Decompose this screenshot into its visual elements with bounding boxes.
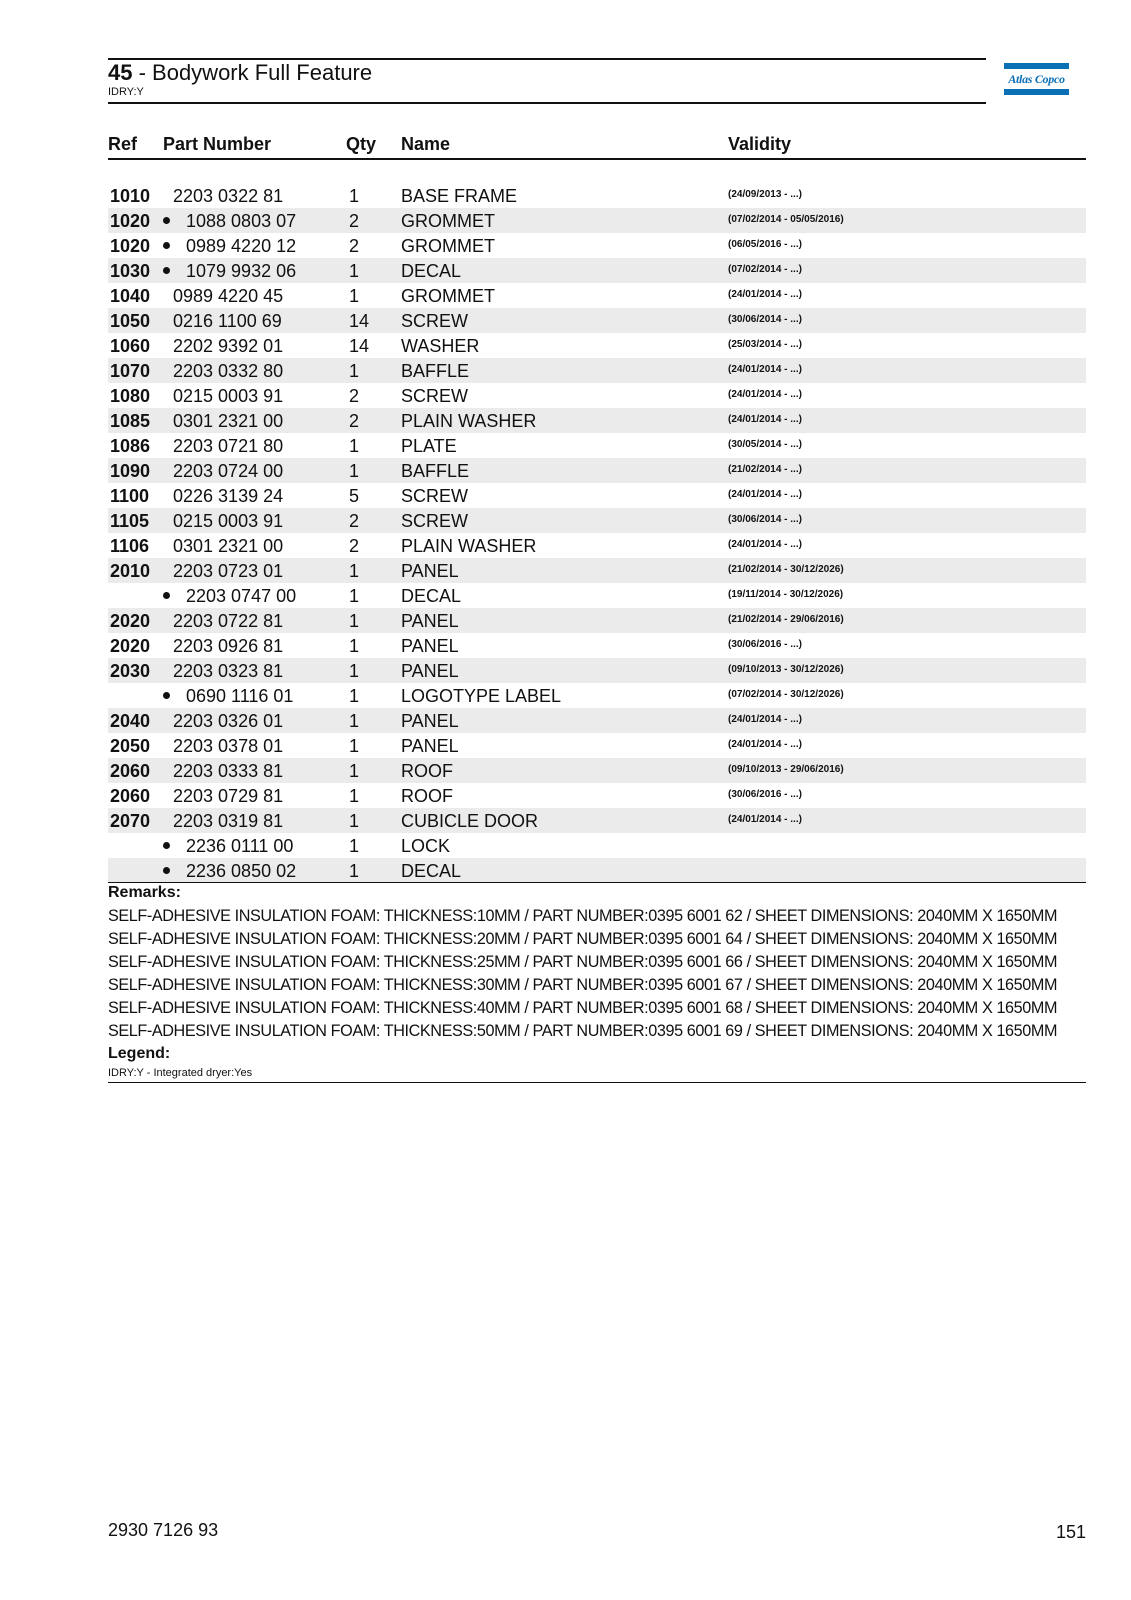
row-ref: 2070	[110, 811, 151, 831]
row-validity: (24/01/2014 - ...)	[728, 539, 802, 550]
remark-line: SELF-ADHESIVE INSULATION FOAM: THICKNESS:40MM / PART NUMBER:0395 6001 68 / SHEET DIMENSIONS: 2040MM X 1650MM	[108, 999, 1058, 1017]
row-ref: 1030	[110, 261, 151, 281]
table-row	[108, 258, 1086, 283]
sub-item-bullet-icon	[163, 592, 170, 599]
remark-line: SELF-ADHESIVE INSULATION FOAM: THICKNESS:50MM / PART NUMBER:0395 6001 69 / SHEET DIMENSIONS: 2040MM X 1650MM	[108, 1022, 1058, 1040]
table-row	[108, 608, 1086, 633]
row-qty: 1	[349, 761, 360, 781]
row-qty: 1	[349, 611, 360, 631]
table-row	[108, 308, 1086, 333]
table-row	[108, 383, 1086, 408]
row-ref: 2030	[110, 661, 151, 681]
row-part-number: 0215 0003 91	[173, 386, 284, 406]
row-name: DECAL	[401, 861, 462, 881]
column-header-name: Name	[401, 134, 451, 154]
row-validity: (24/09/2013 - ...)	[728, 189, 802, 200]
row-name: PLAIN WASHER	[401, 536, 537, 556]
row-name: PANEL	[401, 711, 459, 731]
row-validity: (24/01/2014 - ...)	[728, 414, 802, 425]
row-part-number: 1088 0803 07	[186, 211, 297, 231]
row-validity: (06/05/2016 - ...)	[728, 239, 802, 250]
row-part-number: 2203 0729 81	[173, 786, 284, 806]
atlas-copco-logo	[1004, 63, 1069, 95]
table-row	[108, 833, 1086, 858]
table-row	[108, 508, 1086, 533]
remark-line: SELF-ADHESIVE INSULATION FOAM: THICKNESS:25MM / PART NUMBER:0395 6001 66 / SHEET DIMENSIONS: 2040MM X 1650MM	[108, 953, 1058, 971]
row-part-number: 2236 0850 02	[186, 861, 297, 881]
row-qty: 1	[349, 811, 360, 831]
row-name: LOGOTYPE LABEL	[401, 686, 562, 706]
row-part-number: 2203 0747 00	[186, 586, 297, 606]
row-part-number: 2203 0724 00	[173, 461, 284, 481]
row-qty: 1	[349, 861, 360, 881]
row-ref: 1080	[110, 386, 151, 406]
row-part-number: 0690 1116 01	[186, 686, 294, 706]
row-part-number: 2203 0319 81	[173, 811, 284, 831]
row-name: PLATE	[401, 436, 457, 456]
row-qty: 2	[349, 536, 360, 556]
row-ref: 1105	[110, 511, 150, 531]
row-name: SCREW	[401, 311, 468, 331]
logo-bar-top	[1004, 63, 1069, 69]
row-ref: 1060	[110, 336, 151, 356]
section-number: 45	[108, 60, 133, 85]
row-part-number: 2203 0926 81	[173, 636, 284, 656]
row-qty: 14	[349, 311, 370, 331]
table-row	[108, 558, 1086, 583]
row-validity: (25/03/2014 - ...)	[728, 339, 802, 350]
row-part-number: 2203 0378 01	[173, 736, 284, 756]
row-name: ROOF	[401, 761, 453, 781]
row-name: PANEL	[401, 561, 459, 581]
table-row	[108, 408, 1086, 433]
row-qty: 14	[349, 336, 370, 356]
row-validity: (24/01/2014 - ...)	[728, 389, 802, 400]
remarks-list	[108, 905, 1086, 1043]
parts-table-header	[108, 132, 1086, 160]
row-name: PLAIN WASHER	[401, 411, 537, 431]
row-validity: (24/01/2014 - ...)	[728, 814, 802, 825]
row-ref: 1085	[110, 411, 151, 431]
page-subtitle: IDRY:Y	[108, 86, 144, 98]
table-row	[108, 208, 1086, 233]
header-rule-bottom	[108, 102, 986, 104]
table-row	[108, 433, 1086, 458]
row-validity: (24/01/2014 - ...)	[728, 489, 802, 500]
row-qty: 1	[349, 661, 360, 681]
row-part-number: 0989 4220 45	[173, 286, 284, 306]
table-row	[108, 808, 1086, 833]
sub-item-bullet-icon	[163, 692, 170, 699]
table-row	[108, 483, 1086, 508]
sub-item-bullet-icon	[163, 842, 170, 849]
row-name: SCREW	[401, 511, 468, 531]
row-part-number: 0301 2321 00	[173, 536, 284, 556]
row-validity: (07/02/2014 - 05/05/2016)	[728, 214, 844, 225]
row-part-number: 2203 0723 01	[173, 561, 284, 581]
table-row	[108, 458, 1086, 483]
row-qty: 1	[349, 361, 360, 381]
table-row	[108, 233, 1086, 258]
row-part-number: 2203 0333 81	[173, 761, 284, 781]
page-title	[108, 60, 372, 86]
row-validity: (24/01/2014 - ...)	[728, 289, 802, 300]
row-name: GROMMET	[401, 211, 495, 231]
row-part-number: 0215 0003 91	[173, 511, 284, 531]
table-row	[108, 333, 1086, 358]
row-ref: 1040	[110, 286, 151, 306]
row-validity: (09/10/2013 - 30/12/2026)	[728, 664, 844, 675]
table-row	[108, 283, 1086, 308]
sub-item-bullet-icon	[163, 242, 170, 249]
row-validity: (30/05/2014 - ...)	[728, 439, 802, 450]
row-validity: (21/02/2014 - 29/06/2016)	[728, 614, 844, 625]
row-name: PANEL	[401, 736, 459, 756]
legend-title: Legend:	[108, 1045, 171, 1062]
table-row	[108, 583, 1086, 608]
row-ref: 2020	[110, 636, 151, 656]
section-title: - Bodywork Full Feature	[132, 60, 373, 85]
row-qty: 2	[349, 211, 360, 231]
row-part-number: 0989 4220 12	[186, 236, 297, 256]
row-qty: 2	[349, 386, 360, 406]
document-number: 2930 7126 93	[108, 1520, 219, 1540]
remark-line: SELF-ADHESIVE INSULATION FOAM: THICKNESS:30MM / PART NUMBER:0395 6001 67 / SHEET DIMENSIONS: 2040MM X 1650MM	[108, 976, 1058, 994]
row-name: CUBICLE DOOR	[401, 811, 539, 831]
row-qty: 1	[349, 186, 360, 206]
row-qty: 1	[349, 636, 360, 656]
sub-item-bullet-icon	[163, 217, 170, 224]
table-row	[108, 358, 1086, 383]
row-validity: (30/06/2014 - ...)	[728, 514, 802, 525]
row-name: PANEL	[401, 661, 459, 681]
sub-item-bullet-icon	[163, 867, 170, 874]
row-part-number: 2203 0332 80	[173, 361, 284, 381]
row-part-number: 0301 2321 00	[173, 411, 284, 431]
remark-line: SELF-ADHESIVE INSULATION FOAM: THICKNESS:20MM / PART NUMBER:0395 6001 64 / SHEET DIMENSIONS: 2040MM X 1650MM	[108, 930, 1058, 948]
row-ref: 1100	[110, 486, 150, 506]
row-name: BASE FRAME	[401, 186, 518, 206]
page-number: 151	[1055, 1522, 1086, 1542]
row-part-number: 2203 0721 80	[173, 436, 284, 456]
row-qty: 1	[349, 686, 360, 706]
row-ref: 2020	[110, 611, 151, 631]
row-ref: 2050	[110, 736, 151, 756]
row-part-number: 0226 3139 24	[173, 486, 284, 506]
row-validity: (30/06/2016 - ...)	[728, 639, 802, 650]
sub-item-bullet-icon	[163, 267, 170, 274]
row-name: GROMMET	[401, 236, 495, 256]
logo-text: Atlas Copco	[1008, 72, 1065, 86]
row-ref: 1050	[110, 311, 151, 331]
row-qty: 1	[349, 261, 360, 281]
column-header-part-number: Part Number	[163, 134, 272, 154]
row-qty: 1	[349, 711, 360, 731]
row-validity: (21/02/2014 - ...)	[728, 464, 802, 475]
row-validity: (07/02/2014 - ...)	[728, 264, 802, 275]
row-part-number: 2236 0111 00	[186, 836, 294, 856]
column-header-validity: Validity	[728, 134, 792, 154]
row-ref: 1010	[110, 186, 151, 206]
row-qty: 1	[349, 286, 360, 306]
row-part-number: 2203 0722 81	[173, 611, 284, 631]
row-qty: 1	[349, 586, 360, 606]
row-ref: 2060	[110, 786, 151, 806]
table-row	[108, 533, 1086, 558]
row-name: DECAL	[401, 586, 462, 606]
table-row	[108, 183, 1086, 208]
row-validity: (21/02/2014 - 30/12/2026)	[728, 564, 844, 575]
table-row	[108, 783, 1086, 808]
row-part-number: 0216 1100 69	[173, 311, 282, 331]
row-name: GROMMET	[401, 286, 495, 306]
row-name: PANEL	[401, 611, 459, 631]
row-qty: 5	[349, 486, 360, 506]
row-name: PANEL	[401, 636, 459, 656]
row-name: BAFFLE	[401, 361, 470, 381]
row-validity: (30/06/2016 - ...)	[728, 789, 802, 800]
legend-rule	[108, 1082, 1086, 1083]
row-ref: 1086	[110, 436, 151, 456]
table-row	[108, 658, 1086, 683]
row-ref: 1070	[110, 361, 151, 381]
row-qty: 2	[349, 411, 360, 431]
legend-text: IDRY:Y - Integrated dryer:Yes	[108, 1067, 253, 1079]
row-part-number: 1079 9932 06	[186, 261, 297, 281]
row-ref: 1020	[110, 211, 151, 231]
table-row	[108, 633, 1086, 658]
row-part-number: 2203 0322 81	[173, 186, 284, 206]
table-row	[108, 733, 1086, 758]
row-name: SCREW	[401, 386, 468, 406]
row-name: SCREW	[401, 486, 468, 506]
row-name: DECAL	[401, 261, 462, 281]
row-ref: 1106	[110, 536, 150, 556]
row-ref: 1090	[110, 461, 151, 481]
row-qty: 1	[349, 436, 360, 456]
row-name: ROOF	[401, 786, 453, 806]
table-end-rule	[108, 882, 1086, 883]
row-part-number: 2203 0323 81	[173, 661, 284, 681]
row-ref: 2040	[110, 711, 151, 731]
row-qty: 2	[349, 511, 360, 531]
row-validity: (24/01/2014 - ...)	[728, 739, 802, 750]
column-header-qty: Qty	[346, 134, 377, 154]
remark-line: SELF-ADHESIVE INSULATION FOAM: THICKNESS:10MM / PART NUMBER:0395 6001 62 / SHEET DIMENSIONS: 2040MM X 1650MM	[108, 907, 1058, 925]
column-header-ref: Ref	[108, 134, 138, 154]
row-validity: (24/01/2014 - ...)	[728, 714, 802, 725]
row-qty: 1	[349, 461, 360, 481]
row-validity: (07/02/2014 - 30/12/2026)	[728, 689, 844, 700]
logo-bar-bottom	[1004, 89, 1069, 95]
row-qty: 1	[349, 736, 360, 756]
table-row	[108, 683, 1086, 708]
row-validity: (19/11/2014 - 30/12/2026)	[728, 589, 844, 600]
table-row	[108, 758, 1086, 783]
row-qty: 1	[349, 561, 360, 581]
row-qty: 1	[349, 836, 360, 856]
row-name: LOCK	[401, 836, 451, 856]
row-ref: 2060	[110, 761, 151, 781]
remarks-title: Remarks:	[108, 884, 181, 901]
row-validity: (24/01/2014 - ...)	[728, 364, 802, 375]
row-part-number: 2202 9392 01	[173, 336, 284, 356]
row-qty: 1	[349, 786, 360, 806]
row-validity: (30/06/2014 - ...)	[728, 314, 802, 325]
table-row	[108, 708, 1086, 733]
row-name: WASHER	[401, 336, 480, 356]
parts-table-body	[108, 183, 1086, 883]
row-ref: 1020	[110, 236, 151, 256]
table-row	[108, 858, 1086, 883]
row-qty: 2	[349, 236, 360, 256]
row-part-number: 2203 0326 01	[173, 711, 284, 731]
row-validity: (09/10/2013 - 29/06/2016)	[728, 764, 844, 775]
row-name: BAFFLE	[401, 461, 470, 481]
row-ref: 2010	[110, 561, 151, 581]
